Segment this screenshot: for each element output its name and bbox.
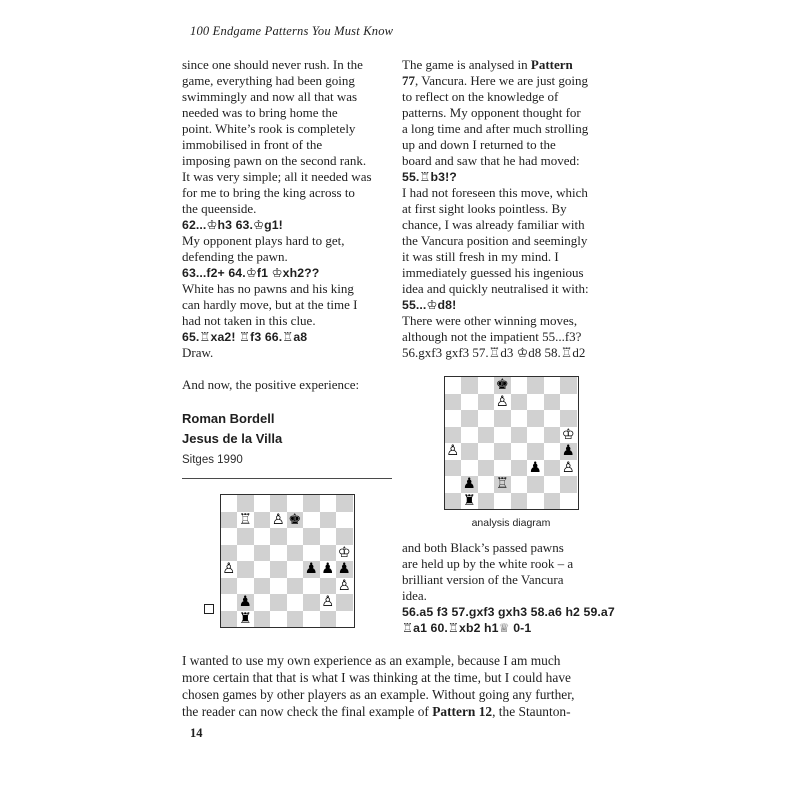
board-square [287,528,304,545]
move-line [402,604,620,620]
chess-diagram [220,494,355,628]
move-notation [182,265,392,281]
chess-diagram [444,376,579,510]
board-square [544,443,561,460]
board-square [445,410,462,427]
paragraph-line [182,169,392,185]
paragraph-line [182,105,392,121]
diagram-caption: analysis diagram [471,517,551,529]
board-square [478,394,495,411]
board-square [303,611,320,628]
board-square [336,611,353,628]
board-square [461,394,478,411]
text-run: , Vancura. Here we are just going [415,73,589,88]
text-run: Draw. [182,345,214,360]
paragraph-line [402,73,620,89]
paragraph-line [182,703,622,720]
text-run: immobilised in front of the [182,137,323,152]
board-square [221,594,238,611]
text-run: 63...f2+ 64.♔f1 ♔xh2?? [182,266,320,280]
board-square [511,460,528,477]
board-square [560,394,577,411]
board-square [287,545,304,562]
board-square [445,394,462,411]
paragraph-line [402,233,620,249]
board-square [544,410,561,427]
text-run: White has no pawns and his king [182,281,354,296]
chess-board [220,494,355,628]
event-site-year: Sitges 1990 [182,454,243,466]
board-square [336,528,353,545]
text-run: , the Staunton- [492,704,571,719]
board-square [527,410,544,427]
paragraph-line [182,249,392,265]
board-square [303,578,320,595]
board-square [287,495,304,512]
board-square [478,493,495,510]
board-square [336,594,353,611]
board-square [303,594,320,611]
text-run: since one should never rush. In the [182,57,363,72]
paragraph [402,540,620,604]
paragraph-line [182,297,392,313]
paragraph-line [402,540,620,556]
board-square [303,512,320,529]
white-to-move-indicator [204,604,214,614]
board-square [270,578,287,595]
chess-piece: ♔ [561,426,575,443]
text-run: the reader can now check the final example of [182,704,433,719]
board-square [461,377,478,394]
paragraph-line [182,137,392,153]
text-run: 56.gxf3 gxf3 57.♖d3 ♔d8 58.♖d2 [402,345,586,360]
paragraph [402,185,620,297]
spacer [182,393,392,409]
paragraph-line [402,153,620,169]
text-run: are held up by the white rook – a [402,556,574,571]
text-run: and both Black’s passed pawns [402,540,564,555]
board-square [320,512,337,529]
board-square [270,561,287,578]
text-run: immediately guessed his ingenious [402,265,584,280]
text-run: It was very simple; all it needed was [182,169,372,184]
paragraph [182,345,392,361]
paragraph-line [182,57,392,73]
chess-piece: ♙ [222,561,236,577]
text-run: And now, the positive experience: [182,377,360,392]
board-square [511,493,528,510]
board-square [287,561,304,578]
paragraph-line [182,669,622,686]
board-square [527,443,544,460]
paragraph [402,313,620,361]
board-square [336,495,353,512]
board-square [478,427,495,444]
text-run: although not the impatient 55...f3? [402,329,582,344]
board-square [336,512,353,529]
board-square [270,545,287,562]
chess-piece: ♚ [495,377,509,393]
board-square [445,460,462,477]
chess-piece: ♜ [462,492,476,509]
board-square [511,394,528,411]
board-square [544,476,561,493]
text-run: ♖a1 60.♖xb2 h1♕ 0-1 [402,621,532,635]
board-square [511,443,528,460]
board-square [544,394,561,411]
text-run: needed was to bring home the [182,105,338,120]
board-square [445,377,462,394]
text-run: a long time and after much strolling [402,121,589,136]
text-run: patterns. My opponent thought for [402,105,581,120]
board-square [478,410,495,427]
paragraph [182,377,392,393]
chess-piece: ♔ [337,544,351,561]
paragraph-line [182,73,392,89]
text-run: board and saw that he had moved: [402,153,580,168]
paragraph-line [402,556,620,572]
text-run: up and down I returned to the [402,137,556,152]
board-square [221,611,238,628]
board-square [544,427,561,444]
board-square [237,495,254,512]
board-square [320,528,337,545]
text-run: swimmingly and now all that was [182,89,358,104]
text-run: had not taken in this clue. [182,313,316,328]
text-run: I wanted to use my own experience as an example, because I am much [182,653,561,668]
board-square [511,476,528,493]
text-run: at first sight looks pointless. By [402,201,567,216]
paragraph-line [182,313,392,329]
board-square [320,495,337,512]
move-notation [182,217,392,233]
chess-piece: ♙ [337,577,351,594]
move-line [402,620,620,636]
text-run: There were other winning moves, [402,313,578,328]
board-square [461,443,478,460]
text-run: to reflect on the knowledge of [402,89,559,104]
board-square [270,528,287,545]
paragraph-line [402,57,620,73]
board-square [494,493,511,510]
board-square [254,528,271,545]
text-run: chance, I was already familiar with [402,217,585,232]
board-square [221,545,238,562]
move-line [402,297,620,313]
paragraph-line [402,281,620,297]
chess-piece: ♙ [271,511,285,528]
board-square [544,460,561,477]
board-square [494,410,511,427]
board-square [445,476,462,493]
chess-piece: ♟ [238,594,252,610]
text-run: idea and quickly neutralised it with: [402,281,589,296]
board-square [270,594,287,611]
board-square [254,512,271,529]
board-square [494,460,511,477]
left-column [182,57,392,628]
chess-piece: ♜ [238,610,252,627]
paragraph-line [402,249,620,265]
text-run: game, everything had been going [182,73,355,88]
board-square [494,443,511,460]
text-run: brilliant version of the Vancura [402,572,564,587]
paragraph-line [182,686,622,703]
board-square [254,561,271,578]
text-run: 56.a5 f3 57.gxf3 gxh3 58.a6 h2 59.a7 [402,605,615,619]
paragraph-line [402,265,620,281]
board-square [544,377,561,394]
board-square [237,528,254,545]
board-square [527,493,544,510]
board-square [221,495,238,512]
board-square [461,410,478,427]
board-square [511,427,528,444]
board-square [221,528,238,545]
paragraph-line [402,313,620,329]
chess-piece: ♙ [561,459,575,476]
paragraph-line [402,121,620,137]
text-run: for me to bring the king across to [182,185,355,200]
board-square [237,561,254,578]
player-name: Roman Bordell [182,411,275,426]
move-notation [402,604,620,636]
chess-piece: ♟ [304,561,318,577]
board-square [303,528,320,545]
divider-rule [182,478,392,479]
text-run: point. White’s rook is completely [182,121,356,136]
board-square [478,443,495,460]
text-run: chosen games by other players as an example. Without going any further, [182,687,575,702]
text-run: more certain that that is what I was thinking at the time, but I could have [182,670,571,685]
board-square [303,545,320,562]
bold-text-run: Pattern 12 [432,704,493,719]
chess-piece: ♟ [462,476,476,492]
text-run: it was still fresh in my mind. I [402,249,559,264]
board-square [287,578,304,595]
board-square [254,594,271,611]
board-square [494,427,511,444]
paragraph-line [402,185,620,201]
chess-piece: ♖ [238,511,252,528]
text-run: 62...♔h3 63.♔g1! [182,218,283,232]
paragraph-line [182,233,392,249]
paragraph-line [182,652,622,669]
paragraph-line [402,345,620,361]
paragraph-line [402,105,620,121]
board-square [461,427,478,444]
board-square [560,410,577,427]
board-square [560,493,577,510]
chess-piece: ♟ [561,443,575,459]
paragraph-line [182,377,392,393]
bold-text-run: 77 [402,73,415,88]
paragraph-line [182,201,392,217]
board-square [254,545,271,562]
bold-text-run: Pattern [530,57,573,72]
paragraph [182,57,392,217]
paragraph-line [402,588,620,604]
paragraph-line [182,185,392,201]
paragraph-line [402,217,620,233]
board-square [445,427,462,444]
chess-board [444,376,579,510]
board-square [511,377,528,394]
board-square [320,611,337,628]
chess-piece: ♟ [321,561,335,577]
board-square [254,495,271,512]
board-square [237,545,254,562]
board-square [254,611,271,628]
move-notation [182,329,392,345]
board-square [287,611,304,628]
board-square [511,410,528,427]
paragraph-line [182,153,392,169]
board-square [445,493,462,510]
board-square [320,545,337,562]
board-square [461,460,478,477]
board-square [527,427,544,444]
board-square [560,377,577,394]
chess-piece: ♖ [495,476,509,492]
paragraph [182,281,392,329]
text-run: defending the pawn. [182,249,288,264]
paragraph-line [182,121,392,137]
paragraph-line [402,89,620,105]
move-line [182,265,392,281]
text-run: can hardly move, but at the time I [182,297,358,312]
bottom-paragraph [182,652,622,720]
board-square [237,578,254,595]
move-line [182,217,392,233]
board-square [221,578,238,595]
move-notation [402,169,620,185]
paragraph-line [402,329,620,345]
player-name: Jesus de la Villa [182,431,283,446]
page-number: 14 [190,726,203,740]
paragraph-line [182,89,392,105]
paragraph-line [402,572,620,588]
right-column [402,57,620,636]
chess-piece: ♚ [288,511,302,528]
text-run: the queenside. [182,201,257,216]
board-square [527,394,544,411]
text-run: 55.♖b3!? [402,170,457,184]
text-run: idea. [402,588,427,603]
paragraph-line [182,345,392,361]
chess-piece: ♙ [321,594,335,610]
board-square [560,476,577,493]
paragraph-line [402,137,620,153]
text-run: 65.♖xa2! ♖f3 66.♖a8 [182,330,308,344]
spacer [182,361,392,377]
board-square [270,495,287,512]
board-square [303,495,320,512]
board-square [527,377,544,394]
paragraph [402,57,620,169]
move-notation [402,297,620,313]
move-line [402,169,620,185]
board-square [287,594,304,611]
text-run: the Vancura position and seemingly [402,233,588,248]
chess-piece: ♙ [446,443,460,459]
board-square [478,377,495,394]
paragraph-line [402,201,620,217]
chess-piece: ♙ [495,393,509,410]
board-square [527,476,544,493]
board-square [254,578,271,595]
text-run: The game is analysed in [402,57,531,72]
text-run: My opponent plays hard to get, [182,233,345,248]
paragraph-line [182,281,392,297]
text-run: imposing pawn on the second rank. [182,153,367,168]
board-square [270,611,287,628]
board-square [221,512,238,529]
chess-piece: ♟ [528,459,542,476]
running-head: 100 Endgame Patterns You Must Know [190,24,394,38]
paragraph [182,233,392,265]
board-square [478,460,495,477]
text-run: 55...♔d8! [402,298,457,312]
board-square [544,493,561,510]
move-line [182,329,392,345]
board-square [320,578,337,595]
text-run: I had not foreseen this move, which [402,185,588,200]
board-square [478,476,495,493]
chess-piece: ♟ [337,561,351,577]
